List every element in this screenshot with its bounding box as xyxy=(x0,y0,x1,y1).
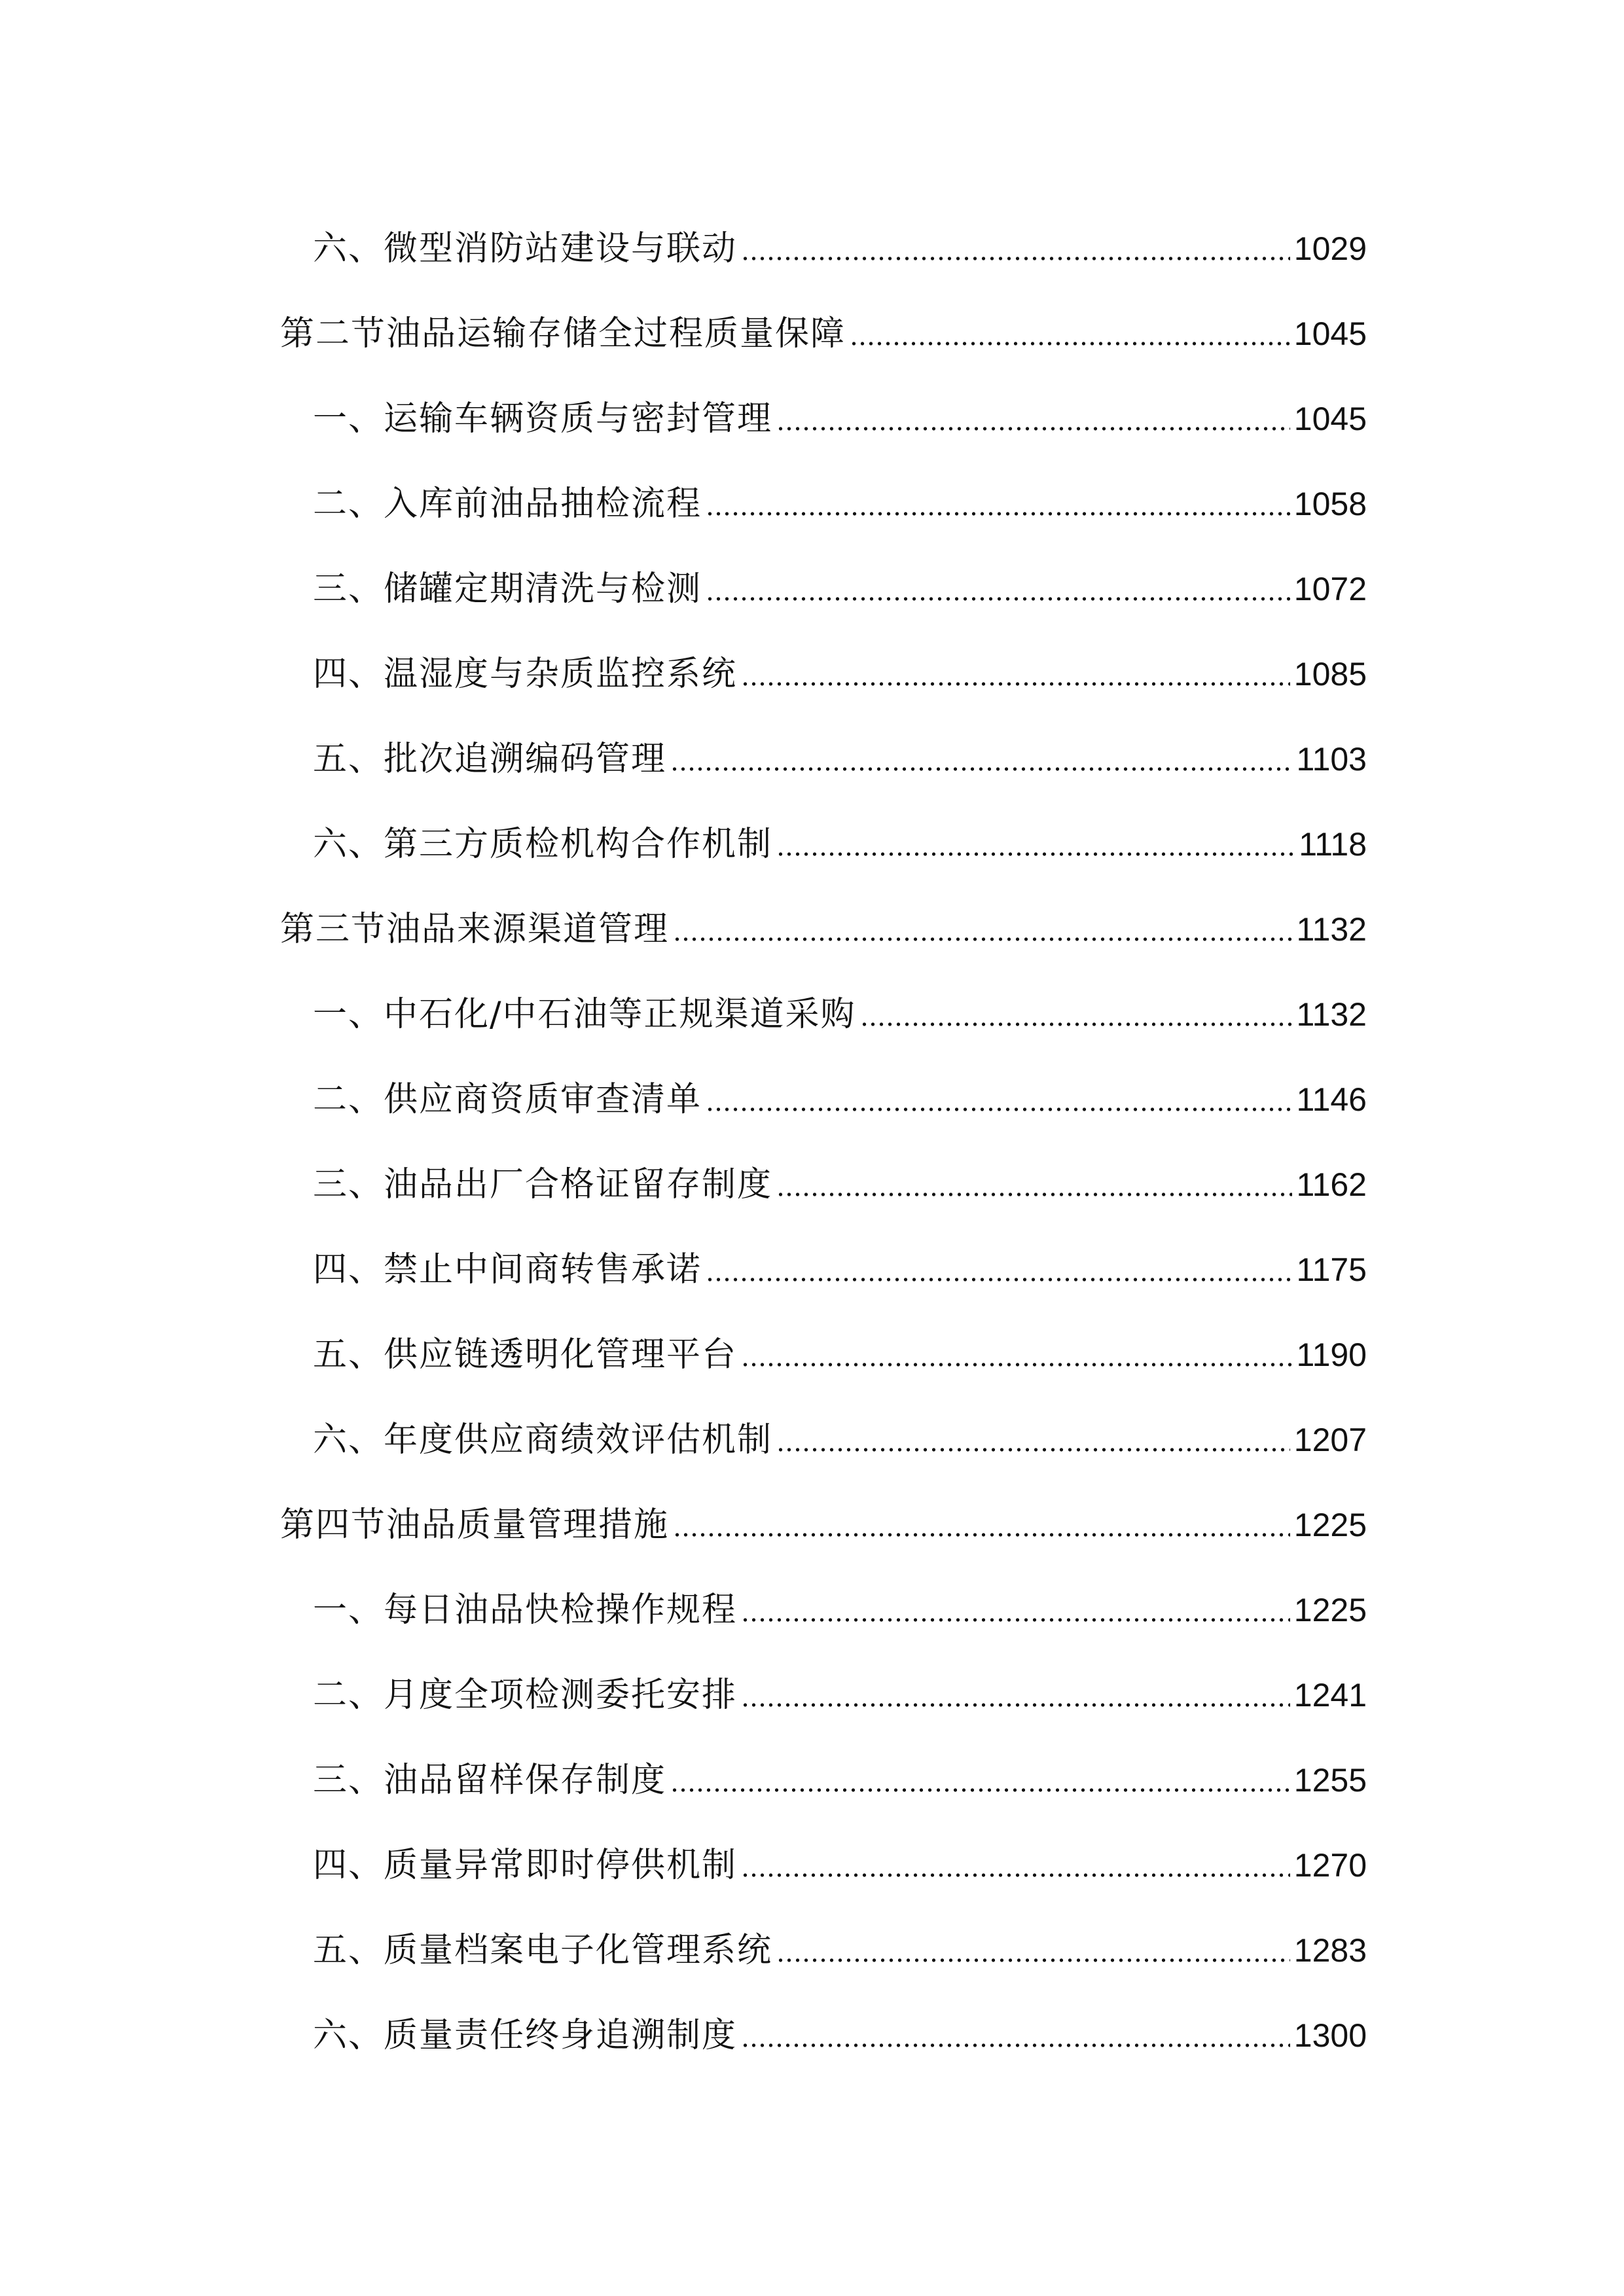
toc-entry-page: 1190 xyxy=(1296,1336,1367,1373)
toc-entry-page: 1132 xyxy=(1296,911,1367,948)
toc-entry-page: 1072 xyxy=(1293,571,1367,607)
toc-dot-leader xyxy=(706,1278,1292,1282)
toc-entry-title: 五、批次追溯编码管理 xyxy=(313,740,667,779)
toc-entry-title: 六、年度供应商绩效评估机制 xyxy=(313,1420,773,1460)
toc-dot-leader xyxy=(776,1448,1290,1452)
toc-entry[interactable] xyxy=(313,1062,1367,1121)
toc-entry-page: 1045 xyxy=(1293,401,1367,437)
toc-dot-leader xyxy=(776,852,1295,856)
toc-dot-leader xyxy=(706,512,1290,516)
toc-entry-title: 四、禁止中间商转售承诺 xyxy=(313,1250,702,1289)
toc-entry-page: 1225 xyxy=(1293,1592,1367,1628)
toc-dot-leader xyxy=(741,1873,1290,1877)
toc-dot-leader xyxy=(673,937,1292,941)
toc-entry[interactable] xyxy=(313,466,1367,525)
toc-entry[interactable] xyxy=(313,721,1367,780)
toc-entry[interactable] xyxy=(313,1998,1367,2056)
toc-entry-title: 五、质量档案电子化管理系统 xyxy=(313,1931,773,1970)
toc-entry[interactable] xyxy=(313,551,1367,610)
toc-dot-leader xyxy=(741,682,1290,686)
toc-entry-title: 三、油品留样保存制度 xyxy=(313,1761,667,1800)
toc-entry[interactable] xyxy=(313,806,1367,865)
toc-entry[interactable] xyxy=(313,1147,1367,1206)
toc-entry-title: 一、每日油品快检操作规程 xyxy=(313,1590,738,1630)
toc-dot-leader xyxy=(670,1788,1290,1792)
toc-entry-title: 五、供应链透明化管理平台 xyxy=(313,1335,738,1374)
toc-dot-leader xyxy=(673,1533,1290,1537)
toc-dot-leader xyxy=(850,342,1290,346)
toc-entry[interactable] xyxy=(313,977,1367,1035)
toc-dot-leader xyxy=(741,1363,1292,1367)
toc-entry-page: 1045 xyxy=(1293,315,1367,352)
toc-entry[interactable] xyxy=(313,1317,1367,1376)
toc-entry-title: 四、温湿度与杂质监控系统 xyxy=(313,655,738,694)
toc-entry-page: 1162 xyxy=(1296,1166,1367,1203)
toc-entry-title: 第四节油品质量管理措施 xyxy=(280,1505,670,1545)
toc-dot-leader xyxy=(776,1958,1290,1962)
toc-entry-page: 1225 xyxy=(1293,1507,1367,1543)
toc-entry[interactable] xyxy=(280,296,1367,355)
toc-entry-title: 三、储罐定期清洗与检测 xyxy=(313,569,702,609)
toc-entry[interactable] xyxy=(313,381,1367,440)
toc-entry-title: 二、供应商资质审查清单 xyxy=(313,1080,702,1119)
toc-entry-page: 1103 xyxy=(1296,741,1367,778)
toc-dot-leader xyxy=(741,1618,1290,1622)
toc-entry-page: 1207 xyxy=(1293,1422,1367,1458)
toc-entry[interactable] xyxy=(313,1572,1367,1631)
toc-entry-title: 二、入库前油品抽检流程 xyxy=(313,484,702,524)
toc-entry-page: 1085 xyxy=(1293,656,1367,692)
toc-entry-title: 六、微型消防站建设与联动 xyxy=(313,229,738,268)
toc-entry-page: 1029 xyxy=(1293,230,1367,267)
toc-dot-leader xyxy=(706,1107,1292,1111)
toc-dot-leader xyxy=(776,1193,1292,1196)
toc-entry-page: 1300 xyxy=(1293,2017,1367,2054)
toc-entry[interactable] xyxy=(313,1657,1367,1716)
toc-dot-leader xyxy=(741,2043,1290,2047)
toc-dot-leader xyxy=(706,597,1290,601)
toc-entry-title: 第三节油品来源渠道管理 xyxy=(280,910,670,949)
toc-entry[interactable] xyxy=(313,1742,1367,1801)
toc-entry-page: 1270 xyxy=(1293,1847,1367,1884)
toc-entry[interactable] xyxy=(313,636,1367,695)
toc-dot-leader xyxy=(776,427,1290,431)
toc-entry-title: 一、中石化/中石油等正规渠道采购 xyxy=(313,995,856,1034)
toc-entry-page: 1132 xyxy=(1296,996,1367,1033)
toc-entry-page: 1241 xyxy=(1293,1677,1367,1713)
toc-entry-page: 1175 xyxy=(1296,1251,1367,1288)
toc-entry-title: 三、油品出厂合格证留存制度 xyxy=(313,1165,773,1204)
toc-entry-page: 1255 xyxy=(1293,1762,1367,1799)
toc-entry[interactable] xyxy=(313,1402,1367,1461)
toc-entry-title: 二、月度全项检测委托安排 xyxy=(313,1676,738,1715)
toc-entry-title: 一、运输车辆资质与密封管理 xyxy=(313,399,773,439)
toc-dot-leader xyxy=(741,257,1290,260)
toc-entry[interactable] xyxy=(280,1487,1367,1546)
toc-entry[interactable] xyxy=(313,1912,1367,1971)
toc-entry-page: 1118 xyxy=(1299,826,1367,863)
toc-entry[interactable] xyxy=(313,1827,1367,1886)
toc-entry-page: 1146 xyxy=(1296,1081,1367,1118)
toc-entry-title: 第二节油品运输存储全过程质量保障 xyxy=(280,314,846,353)
toc-entry-title: 六、质量责任终身追溯制度 xyxy=(313,2016,738,2055)
toc-entry[interactable] xyxy=(313,211,1367,270)
toc-dot-leader xyxy=(860,1022,1293,1026)
toc-entry[interactable] xyxy=(313,1232,1367,1291)
toc-entry[interactable] xyxy=(280,891,1367,950)
toc-dot-leader xyxy=(670,767,1292,771)
toc-dot-leader xyxy=(741,1703,1290,1707)
toc-entry-title: 六、第三方质检机构合作机制 xyxy=(313,825,773,864)
toc-entry-page: 1058 xyxy=(1293,486,1367,522)
toc-entry-page: 1283 xyxy=(1293,1932,1367,1969)
toc-entry-title: 四、质量异常即时停供机制 xyxy=(313,1846,738,1885)
